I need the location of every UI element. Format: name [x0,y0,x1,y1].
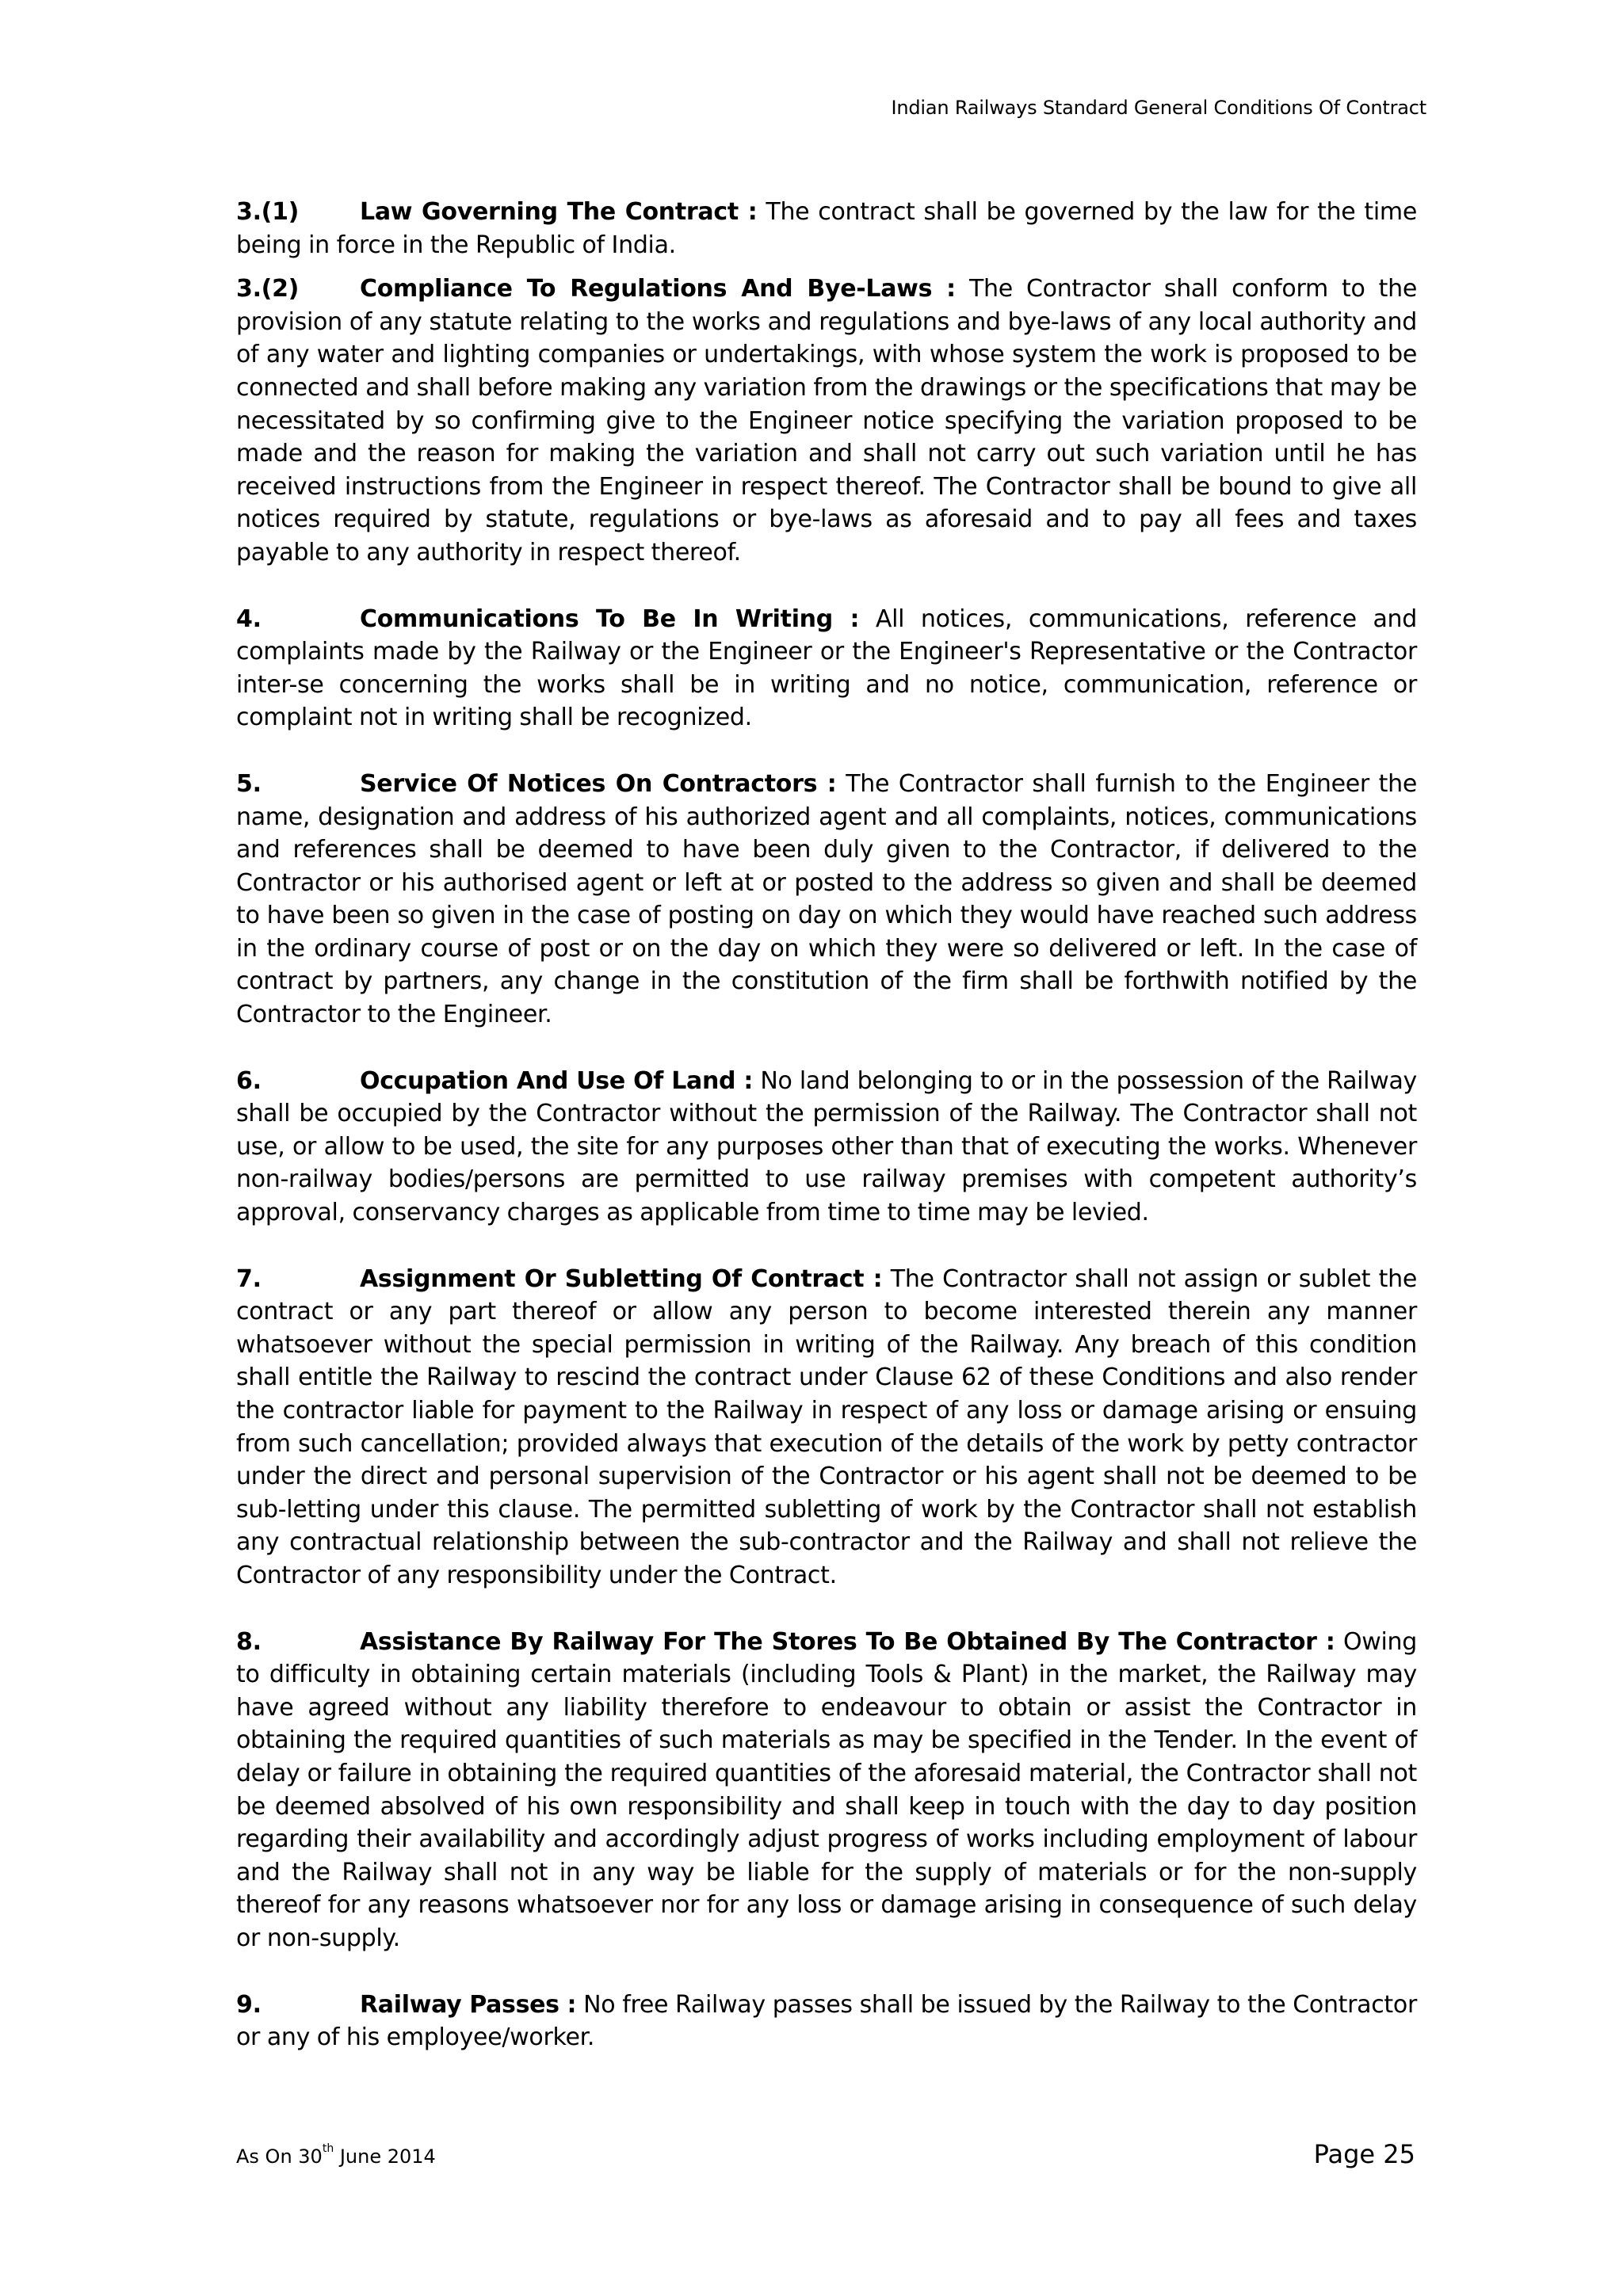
clause-title: Compliance To Regulations And Bye-Laws : [360,275,956,303]
clause-body: No land belonging to or in the possession of the Railway shall be occupied by the Contractor without the permission of the Railway. The Contractor shall not use, or allow to be used, the site for any purposes other than that of executing the works. Whenever non-railway bodies/persons are permitted to use railway premises with competent authority’s approval, conservancy charges as applicable from time to time may be levied. [236,1066,1417,1227]
clause-number: 7. [236,1264,262,1293]
clause-title: Law Governing The Contract : [360,198,758,226]
clause-number: 3.(2) [236,275,300,303]
clause-title: Railway Passes : [360,1990,577,2019]
clause-4 [236,603,1417,734]
clause-body: The Contractor shall not assign or sublet the contract or any part thereof or allow any person to become interested therein any manner whatsoever without the special permission in writing of the Railway. Any breach of this condition shall entitle the Railway to rescind the contract under Clause 62 of these Conditions and also render the contractor liable for payment to the Railway in respect of any loss or damage arising or ensuing from such cancellation; provided always that execution of the details of the work by petty contractor under the direct and personal supervision of the Contractor or his agent shall not be deemed to be sub-letting under this clause. The permitted subletting of work by the Contractor shall not establish any contractual relationship between the sub-contractor and the Railway and shall not relieve the Contractor of any responsibility under the Contract. [236,1264,1417,1589]
clause-body: The Contractor shall furnish to the Engineer the name, designation and address of his authorized agent and all complaints, notices, communications and references shall be deemed to have been duly given to the Contractor, if delivered to the Contractor or his authorised agent or left at or posted to the address so given and shall be deemed to have been so given in the case of posting on day on which they would have reached such address in the ordinary course of post or on the day on which they were so delivered or left. In the case of contract by partners, any change in the constitution of the firm shall be forthwith notified by the Contractor to the Engineer. [236,769,1417,1029]
clause-title: Communications To Be In Writing : [360,605,860,633]
clause-title: Assistance By Railway For The Stores To Be Obtained By The Contractor : [360,1627,1335,1656]
document-body [236,196,1417,2088]
clause-body: No free Railway passes shall be issued by the Railway to the Contractor or any of his employee/worker. [236,1990,1417,2052]
clause-number: 8. [236,1627,262,1656]
clause-number: 3.(1) [236,198,300,226]
footer-date-prefix: As On 30 [236,2145,323,2168]
clause-5 [236,768,1417,1032]
clause-body: The contract shall be governed by the law for the time being in force in the Republic of India. [236,198,1417,259]
clause-number: 4. [236,605,262,633]
clause-3-1 [236,196,1417,261]
footer-date [236,2142,436,2168]
clause-title: Occupation And Use Of Land : [360,1066,754,1095]
footer-date-suffix: June 2014 [334,2145,436,2168]
clause-number: 9. [236,1990,262,2019]
clause-8 [236,1626,1417,1955]
clause-body: Owing to difficulty in obtaining certain materials (including Tools & Plant) in the market, the Railway may have agreed without any liability therefore to endeavour to obtain or assist the Contractor in obtaining the required quantities of such materials as may be specified in the Tender. In the event of delay or failure in obtaining the required quantities of the aforesaid material, the Contractor shall not be deemed absolved of his own responsibility and shall keep in touch with the day to day position regarding their availability and accordingly adjust progress of works including employment of labour and the Railway shall not in any way be liable for the supply of materials or for the non-supply thereof for any reasons whatsoever nor for any loss or damage arising in consequence of such delay or non-supply. [236,1627,1417,1952]
clause-9 [236,1989,1417,2054]
clause-title: Assignment Or Subletting Of Contract : [360,1264,883,1293]
clause-3-2 [236,273,1417,569]
clause-title: Service Of Notices On Contractors : [360,769,837,798]
footer-date-superscript: th [322,2142,334,2155]
clause-body: The Contractor shall conform to the provision of any statute relating to the works and regulations and bye-laws of any local authority and of any water and lighting companies or undertakings, with whose system the work is proposed to be connected and shall before making any variation from the drawings or the specifications that may be necessitated by so confirming give to the Engineer notice specifying the variation proposed to be made and the reason for making the variation and shall not carry out such variation until he has received instructions from the Engineer in respect thereof. The Contractor shall be bound to give all notices required by statute, regulations or bye-laws as aforesaid and to pay all fees and taxes payable to any authority in respect thereof. [236,275,1417,566]
clause-number: 6. [236,1066,262,1095]
page-number: Page 25 [1313,2139,1415,2169]
running-header: Indian Railways Standard General Conditions Of Contract [891,97,1426,119]
clause-body: All notices, communications, reference and complaints made by the Railway or the Engineer or the Engineer's Representative or the Contractor inter-se concerning the works shall be in writing and no notice, communication, reference or complaint not in writing shall be recognized. [236,605,1417,732]
clause-6 [236,1065,1417,1230]
clause-number: 5. [236,769,262,798]
clause-7 [236,1263,1417,1592]
